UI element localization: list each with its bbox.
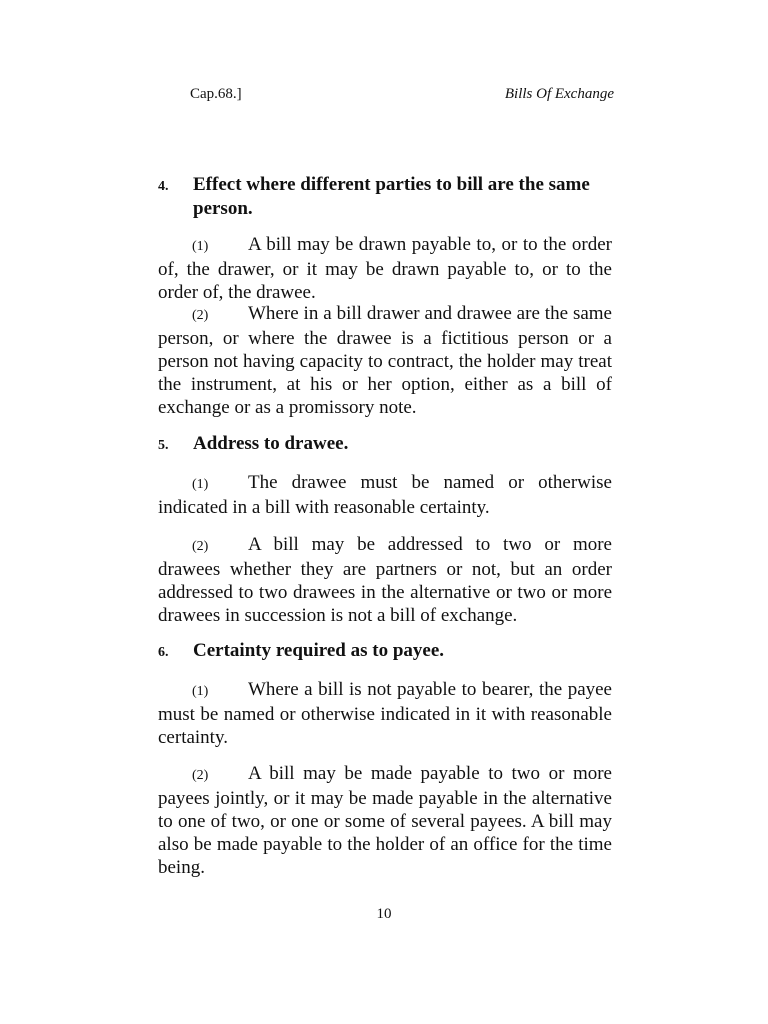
subsection-paragraph — [158, 533, 612, 627]
act-title: Bills Of Exchange — [504, 86, 614, 102]
subsection-text: A bill may be made payable to two or more payees jointly, or it may be made payable in the alternative to one of two, or one or some of several payees. A bill may also be made payable to the holder of an office for the time being. — [158, 763, 612, 878]
subsection-number: (2) — [192, 768, 209, 783]
section-heading — [158, 432, 614, 456]
section-title: Effect where different parties to bill are the same person. — [193, 174, 590, 219]
section-number: 4. — [158, 179, 169, 194]
subsection-number: (2) — [192, 308, 209, 323]
subsection-paragraph — [158, 762, 612, 879]
subsection-text: The drawee must be named or otherwise indicated in a bill with reasonable certainty. — [158, 472, 612, 518]
subsection-text: Where in a bill drawer and drawee are the same person, or where the drawee is a fictitious person or a person not having capacity to contract, the holder may treat the instrument, at his or her option, either as a bill of exchange or as a promissory note. — [158, 303, 612, 418]
subsection-text: Where a bill is not payable to bearer, the payee must be named or otherwise indicated in it with reasonable certainty. — [158, 679, 612, 748]
page-number: 10 — [376, 906, 392, 922]
section-heading — [158, 639, 614, 663]
subsection-text: A bill may be drawn payable to, or to the order of, the drawer, or it may be drawn payable to, or to the order of, the drawee. — [158, 234, 612, 303]
subsection-text: A bill may be addressed to two or more drawees whether they are partners or not, but an order addressed to two drawees in the alternative or two or more drawees in succession is not a bill of exchange. — [158, 534, 612, 626]
subsection-number: (1) — [192, 477, 209, 492]
subsection-number: (1) — [192, 239, 209, 254]
chapter-reference: Cap.68.] — [190, 86, 242, 102]
subsection-paragraph — [158, 471, 612, 519]
section-title: Address to drawee. — [193, 433, 349, 454]
section-title: Certainty required as to payee. — [193, 640, 445, 661]
section-heading — [158, 173, 614, 221]
subsection-paragraph — [158, 233, 612, 304]
subsection-number: (2) — [192, 539, 209, 554]
subsection-paragraph — [158, 302, 612, 419]
section-number: 5. — [158, 438, 169, 453]
section-number: 6. — [158, 645, 169, 660]
subsection-number: (1) — [192, 684, 209, 699]
subsection-paragraph — [158, 678, 612, 749]
